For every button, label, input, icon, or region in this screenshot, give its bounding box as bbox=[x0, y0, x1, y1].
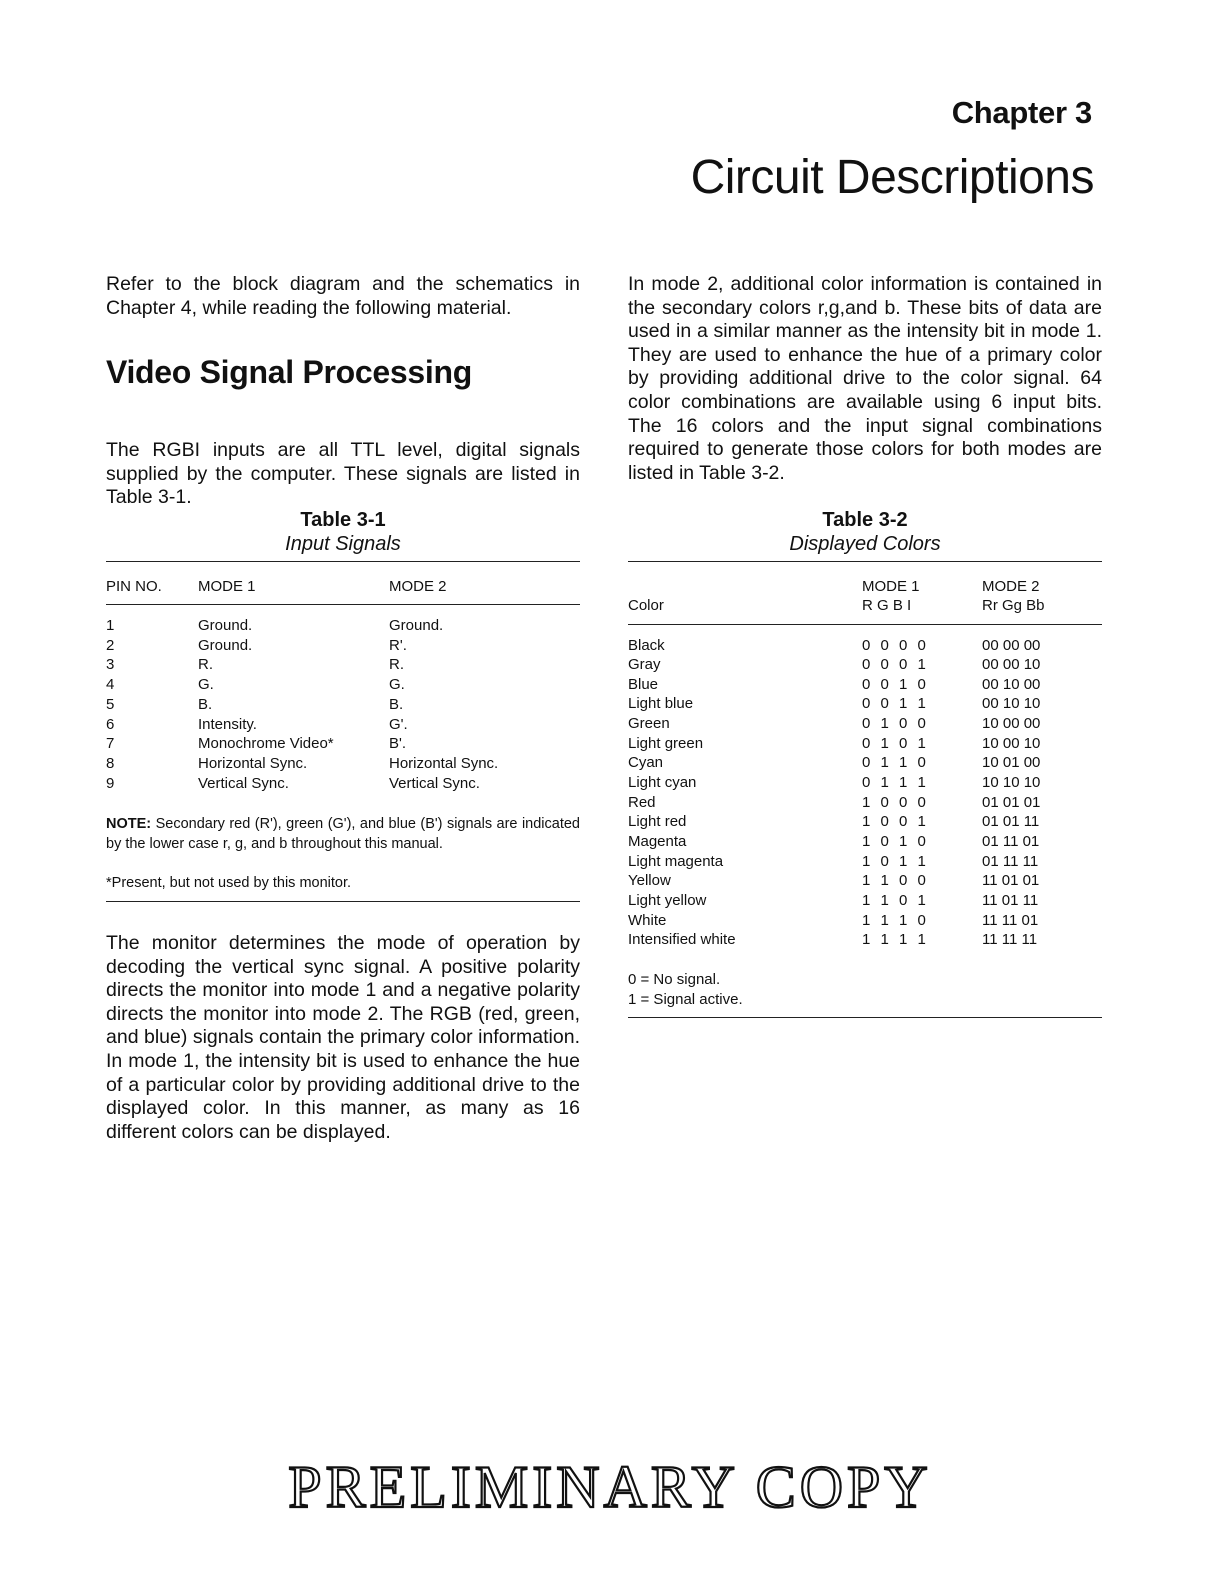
table1-cell-mode2: G. bbox=[389, 676, 405, 694]
table2-cell-color: Blue bbox=[628, 675, 659, 693]
table2-row bbox=[628, 656, 1102, 676]
table2-cell-color: Cyan bbox=[628, 754, 664, 772]
table1-cell-mode2: R. bbox=[389, 656, 404, 674]
table2-cell-mode1: 0 1 1 0 bbox=[862, 754, 929, 772]
table2-cell-mode2: 00 00 00 bbox=[982, 636, 1041, 654]
table1-header-mode1: MODE 1 bbox=[198, 578, 256, 595]
table1-cell-mode1: R. bbox=[198, 656, 213, 674]
table2-cell-color: Intensified white bbox=[628, 931, 736, 949]
table2-cell-mode2: 11 01 11 bbox=[982, 891, 1039, 909]
table2-header-mode2-sub: Rr Gg Bb bbox=[982, 597, 1045, 614]
table2-cell-color: Light red bbox=[628, 813, 687, 831]
table2-cell-color: White bbox=[628, 911, 667, 929]
table1-cell-mode2: R'. bbox=[389, 636, 407, 654]
table2-header-mode1: MODE 1 bbox=[862, 578, 920, 595]
table1-row bbox=[106, 676, 580, 696]
table2-cell-mode1: 0 0 0 0 bbox=[862, 636, 929, 654]
table2-cell-mode2: 11 11 11 bbox=[982, 931, 1038, 949]
table1-label: Table 3-1 bbox=[300, 509, 386, 531]
table2-cell-mode1: 1 0 1 1 bbox=[862, 852, 929, 870]
table1-cell-mode2: G'. bbox=[389, 715, 408, 733]
table2-row bbox=[628, 735, 1102, 755]
table1-cell-mode1: Ground. bbox=[198, 617, 253, 634]
table1-header-mode2: MODE 2 bbox=[389, 578, 447, 595]
table2-cell-color: Yellow bbox=[628, 872, 671, 890]
table2-cell-mode1: 0 0 0 1 bbox=[862, 656, 929, 674]
table1-row bbox=[106, 656, 580, 676]
table2-title: Displayed Colors bbox=[789, 533, 941, 555]
table2-cell-mode2: 01 01 01 bbox=[982, 793, 1041, 811]
section-heading: Video Signal Processing bbox=[106, 354, 472, 390]
table2-cell-mode1: 1 1 0 0 bbox=[862, 872, 929, 890]
table1-row bbox=[106, 696, 580, 716]
monitor-mode-paragraph: The monitor determines the mode of operation by decoding the vertical sync signal. A positive polarity directs the monitor into mode 1 and a negative polarity directs the monitor into mode 2. The RGB (red, green, and blue) signals contain the primary color information. In mode 1, the intensity bit is used to enhance the hue of a particular color by providing additional drive to the displayed color. In this manner, as many as 16 different colors can be displayed. bbox=[106, 932, 580, 1143]
table2-row bbox=[628, 813, 1102, 833]
table2-cell-mode1: 0 1 0 0 bbox=[862, 715, 929, 733]
table2-cell-mode1: 0 1 0 1 bbox=[862, 734, 929, 752]
table2-cell-mode2: 01 11 01 bbox=[982, 833, 1040, 850]
table1-cell-mode1: Monochrome Video* bbox=[198, 735, 334, 753]
table2-row bbox=[628, 931, 1102, 951]
table2-legend-zero: 0 = No signal. bbox=[628, 971, 721, 988]
table1-cell-mode1: G. bbox=[198, 676, 214, 694]
table2-cell-mode2: 11 11 01 bbox=[982, 911, 1039, 929]
table1-row bbox=[106, 716, 580, 736]
table2-row bbox=[628, 774, 1102, 794]
table2-header-rule bbox=[628, 624, 1102, 625]
table1-cell-mode2: Horizontal Sync. bbox=[389, 754, 499, 772]
table2-cell-color: Magenta bbox=[628, 833, 687, 850]
table1-cell-pin: 6 bbox=[106, 715, 115, 733]
table1-cell-pin: 4 bbox=[106, 676, 115, 694]
table1-note-text: Secondary red (R'), green (G'), and blue (B') signals are indicated by the lower case r, g, and b throughout this manual. bbox=[106, 816, 580, 852]
table1-row bbox=[106, 775, 580, 795]
table1-cell-pin: 3 bbox=[106, 656, 115, 674]
table2-cell-mode2: 01 01 11 bbox=[982, 813, 1040, 831]
table1-header-rule bbox=[106, 604, 580, 605]
table2-cell-mode2: 11 01 01 bbox=[982, 872, 1040, 890]
table2-row bbox=[628, 676, 1102, 696]
table1-cell-pin: 9 bbox=[106, 774, 115, 792]
table2-legend-one: 1 = Signal active. bbox=[628, 991, 743, 1008]
table1-row bbox=[106, 735, 580, 755]
table2-row bbox=[628, 833, 1102, 853]
table2-cell-mode2: 10 00 00 bbox=[982, 715, 1041, 733]
table2-cell-color: Light yellow bbox=[628, 891, 707, 909]
table2-cell-mode1: 0 1 1 1 bbox=[862, 774, 929, 792]
chapter-title: Circuit Descriptions bbox=[690, 151, 1094, 204]
table1-cell-pin: 5 bbox=[106, 695, 115, 713]
table1-cell-mode1: B. bbox=[198, 695, 213, 713]
table1-cell-mode1: Intensity. bbox=[198, 715, 257, 733]
table1-cell-mode1: Vertical Sync. bbox=[198, 774, 289, 792]
table1-top-rule bbox=[106, 561, 580, 562]
table2-cell-mode1: 1 0 0 0 bbox=[862, 793, 929, 811]
table2-header-color: Color bbox=[628, 597, 664, 614]
table2-row bbox=[628, 715, 1102, 735]
table2-cell-color: Green bbox=[628, 715, 670, 733]
table2-cell-mode2: 00 10 00 bbox=[982, 675, 1041, 693]
table1-cell-mode1: Horizontal Sync. bbox=[198, 754, 308, 772]
table2-caption bbox=[628, 508, 1102, 556]
table2-cell-color: Red bbox=[628, 793, 656, 811]
table2-cell-color: Light magenta bbox=[628, 852, 724, 870]
table1-footnote: *Present, but not used by this monitor. bbox=[106, 875, 352, 891]
table2-top-rule bbox=[628, 561, 1102, 562]
table1-note-label: NOTE: bbox=[106, 816, 152, 832]
table2-bottom-rule bbox=[628, 1017, 1102, 1018]
table1-header-row bbox=[106, 578, 580, 598]
table1-cell-mode2: Ground. bbox=[389, 617, 444, 634]
table1-cell-pin: 7 bbox=[106, 735, 115, 753]
table1-cell-mode1: Ground. bbox=[198, 636, 253, 654]
table1-cell-mode2: Vertical Sync. bbox=[389, 774, 480, 792]
table2-cell-mode1: 1 0 1 0 bbox=[862, 833, 929, 850]
table2-header-row2 bbox=[628, 597, 1102, 617]
table1-cell-mode2: B. bbox=[389, 695, 404, 713]
table1-cell-mode2: B'. bbox=[389, 735, 407, 753]
table2-label: Table 3-2 bbox=[822, 509, 908, 531]
table2-cell-color: Light green bbox=[628, 734, 704, 752]
table1-bottom-rule bbox=[106, 901, 580, 902]
table2-cell-color: Light cyan bbox=[628, 774, 697, 792]
table2-cell-mode2: 10 00 10 bbox=[982, 734, 1041, 752]
table1-cell-pin: 2 bbox=[106, 636, 115, 654]
table2-cell-mode2: 10 10 10 bbox=[982, 774, 1041, 792]
table2-cell-color: Gray bbox=[628, 656, 661, 674]
table2-row bbox=[628, 853, 1102, 873]
table1-title: Input Signals bbox=[285, 533, 401, 555]
table2-cell-mode1: 0 0 1 1 bbox=[862, 695, 929, 713]
table1-header-pin: PIN NO. bbox=[106, 578, 162, 595]
table1-cell-pin: 8 bbox=[106, 754, 115, 772]
table2-row bbox=[628, 695, 1102, 715]
table1-note bbox=[106, 814, 580, 854]
table1-cell-pin: 1 bbox=[106, 617, 115, 634]
table2-header-row1 bbox=[628, 578, 1102, 598]
table2-row bbox=[628, 912, 1102, 932]
table2-row bbox=[628, 637, 1102, 657]
table2-cell-mode1: 1 1 1 0 bbox=[862, 911, 929, 929]
table2-cell-mode1: 1 1 1 1 bbox=[862, 931, 929, 949]
table2-cell-mode1: 0 0 1 0 bbox=[862, 675, 929, 693]
preliminary-copy-watermark bbox=[230, 1452, 990, 1524]
table2-header-mode1-sub: R G B I bbox=[862, 597, 912, 614]
table2-cell-mode2: 01 11 11 bbox=[982, 852, 1039, 870]
table2-row bbox=[628, 872, 1102, 892]
table2-row bbox=[628, 794, 1102, 814]
table2-cell-mode1: 1 0 0 1 bbox=[862, 813, 929, 831]
mode2-paragraph: In mode 2, additional color information is contained in the secondary colors r,g,and b. These bits of data are used in a similar manner as the intensity bit in mode 1. They are used to enhance the hue of a primary color by providing additional drive to the color signal. 64 color combinations are available using 6 input bits. The 16 colors and the input signal combinations required to generate those colors for both modes are listed in Table 3-2. bbox=[628, 273, 1102, 484]
watermark-text: PRELIMINARY COPY bbox=[288, 1454, 932, 1520]
table2-cell-color: Black bbox=[628, 636, 665, 654]
table2-cell-mode1: 1 1 0 1 bbox=[862, 891, 929, 909]
chapter-number: Chapter 3 bbox=[951, 95, 1092, 130]
table2-row bbox=[628, 892, 1102, 912]
table2-cell-color: Light blue bbox=[628, 695, 694, 713]
intro-paragraph: Refer to the block diagram and the schematics in Chapter 4, while reading the following material. bbox=[106, 273, 580, 319]
table2-cell-mode2: 00 10 10 bbox=[982, 695, 1041, 713]
table1-caption bbox=[106, 508, 580, 556]
table1-row bbox=[106, 617, 580, 637]
table2-header-mode2: MODE 2 bbox=[982, 578, 1040, 595]
table1-row bbox=[106, 637, 580, 657]
table2-cell-mode2: 10 01 00 bbox=[982, 754, 1041, 772]
table1-row bbox=[106, 755, 580, 775]
rgbi-paragraph: The RGBI inputs are all TTL level, digital signals supplied by the computer. These signals are listed in Table 3-1. bbox=[106, 439, 580, 509]
table2-row bbox=[628, 754, 1102, 774]
table2-cell-mode2: 00 00 10 bbox=[982, 656, 1041, 674]
